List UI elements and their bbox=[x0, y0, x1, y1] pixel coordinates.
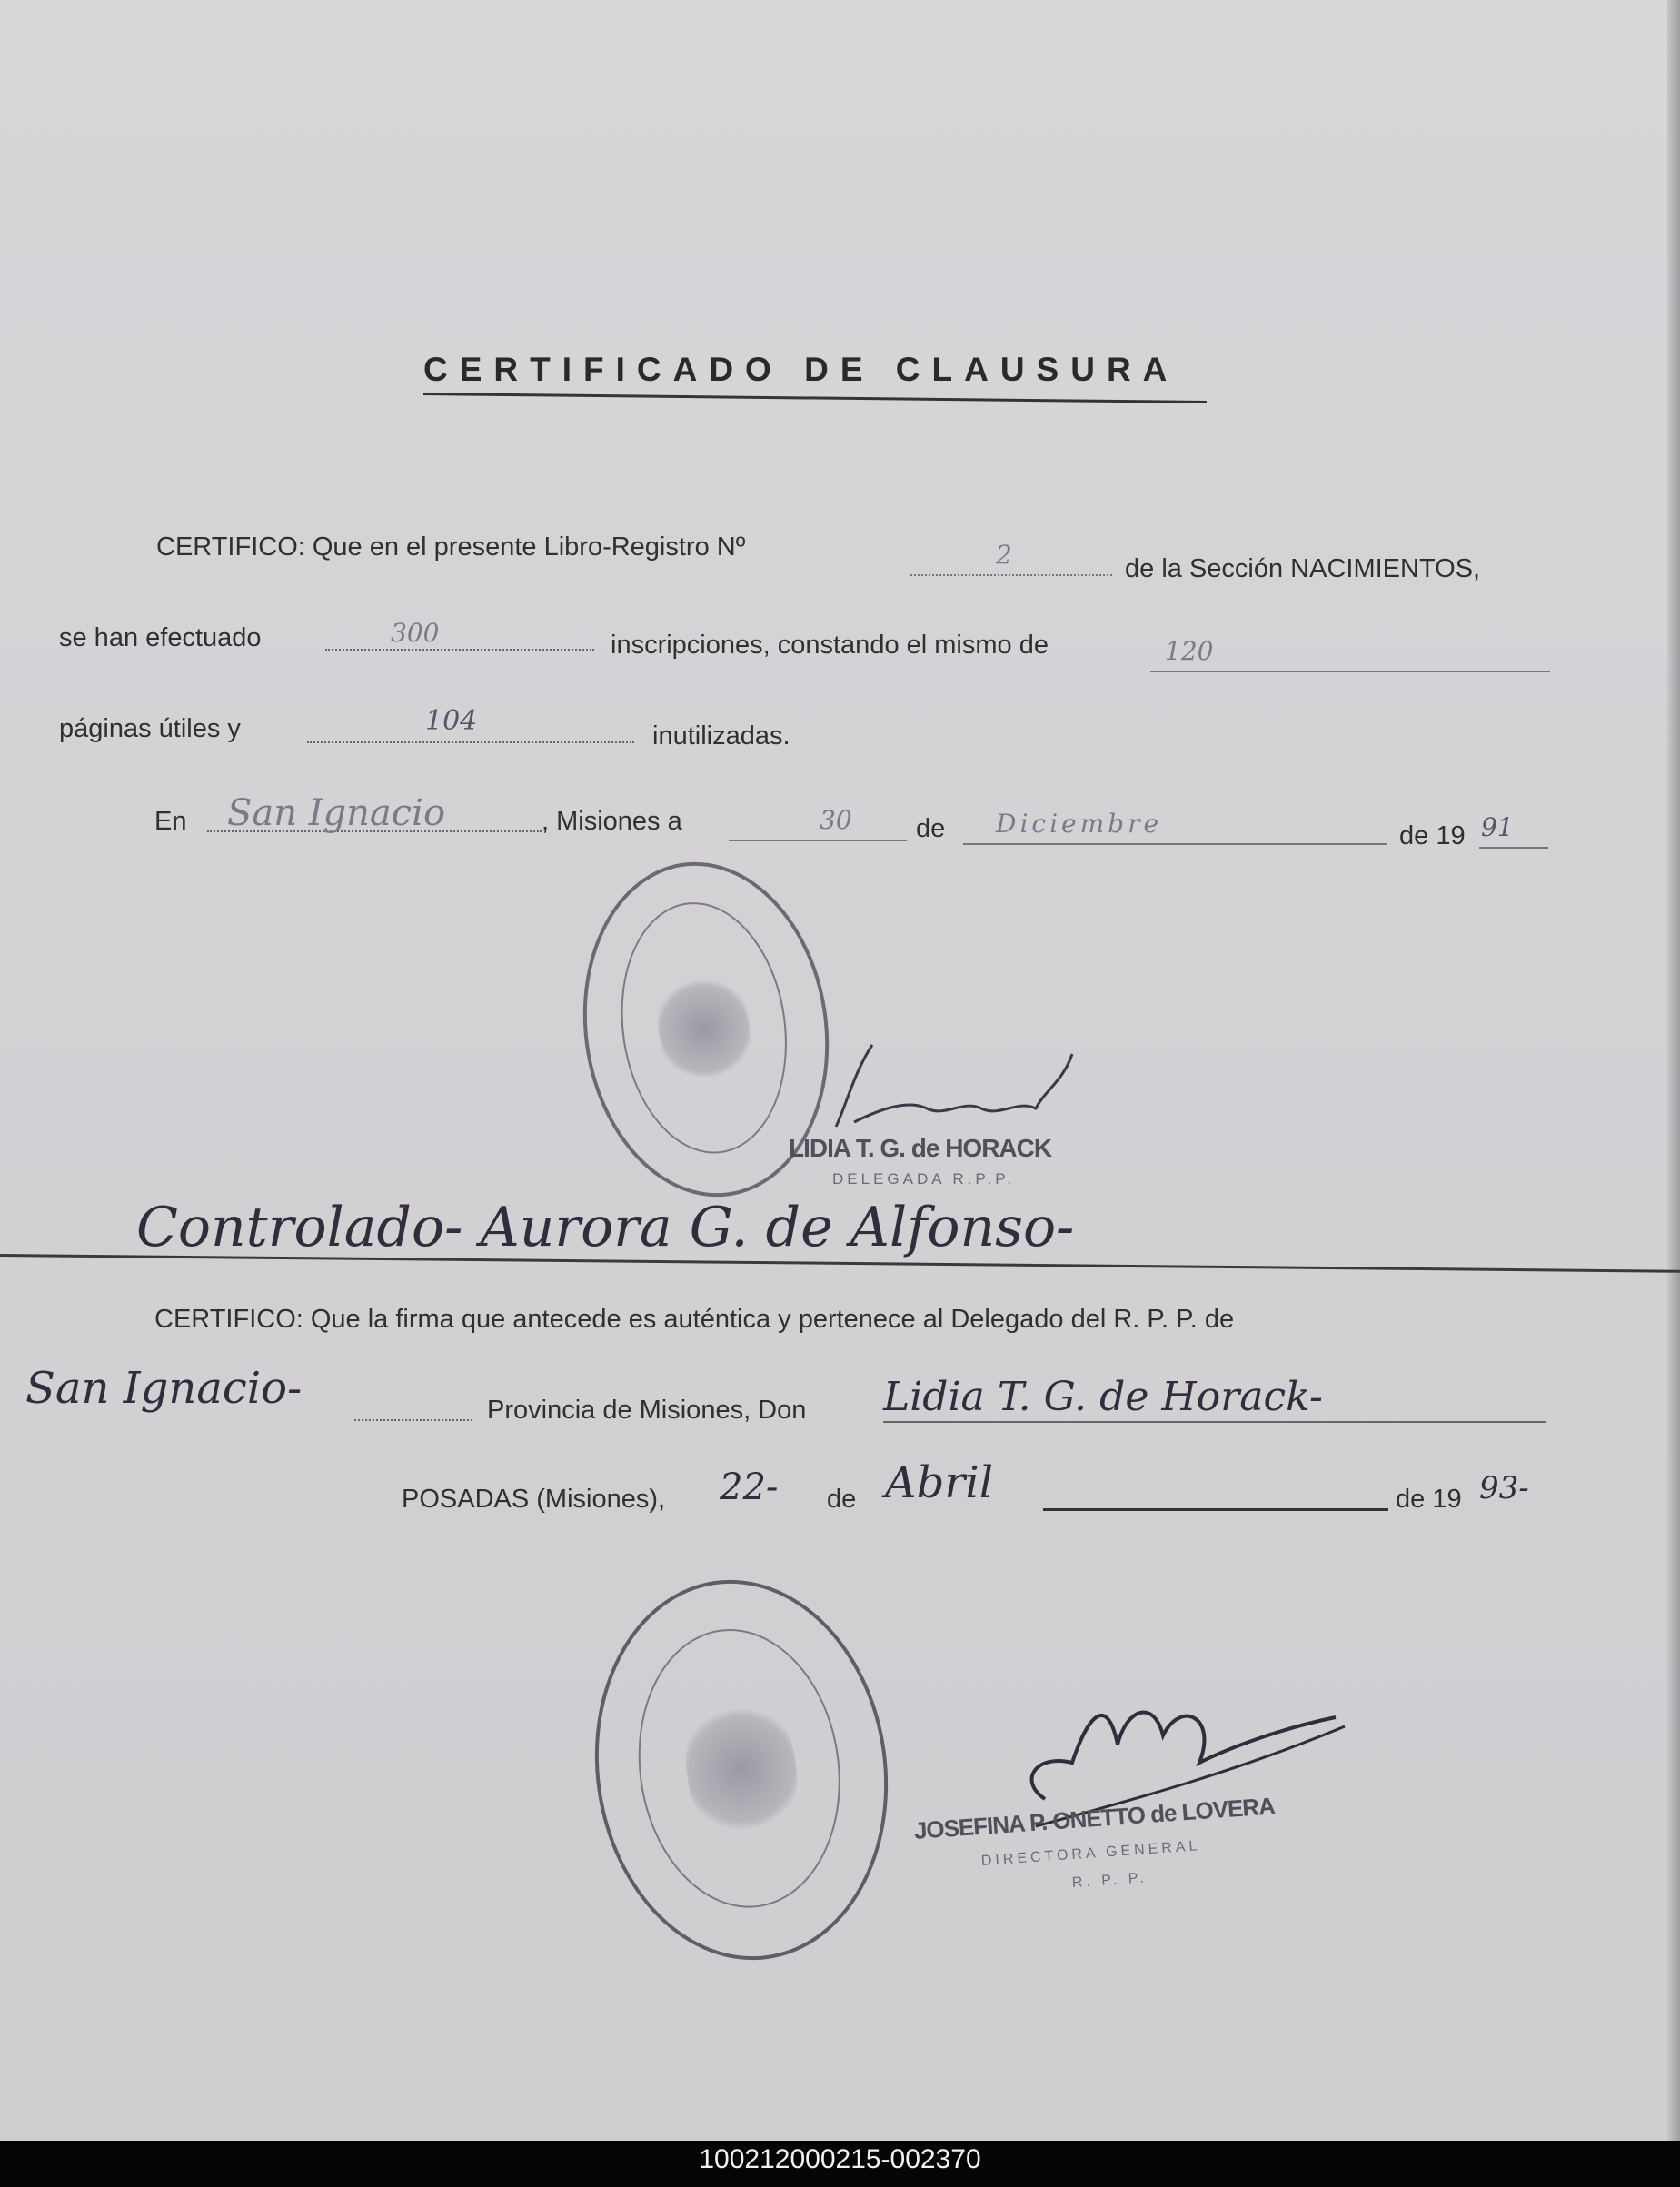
para2-mes-handwritten: Abril bbox=[885, 1457, 994, 1508]
registro-number: 2 bbox=[996, 540, 1012, 570]
official-seal-2 bbox=[571, 1561, 911, 1979]
dia-handwritten: 30 bbox=[820, 805, 852, 835]
para2-line2-mid: Provincia de Misiones, Don bbox=[487, 1396, 807, 1425]
para2-anio-handwritten: 93- bbox=[1479, 1470, 1529, 1506]
para2-posadas: POSADAS (Misiones), bbox=[402, 1485, 666, 1514]
signature-lidia bbox=[818, 1036, 1090, 1145]
para1-line3-suffix: inutilizadas. bbox=[652, 721, 790, 751]
title-underline bbox=[423, 393, 1207, 403]
para1-en: En bbox=[154, 807, 187, 836]
para1-line3-prefix: páginas útiles y bbox=[59, 714, 241, 743]
para2-lugar-handwritten: San Ignacio- bbox=[25, 1363, 303, 1414]
para2-dia-handwritten: 22- bbox=[720, 1466, 779, 1508]
para2-de: de bbox=[827, 1485, 857, 1514]
para2-de-anio: de 19 bbox=[1396, 1485, 1462, 1514]
controlado-handwritten: Controlado- Aurora G. de Alfonso- bbox=[136, 1196, 1075, 1259]
inscripciones-count: 300 bbox=[391, 618, 440, 648]
anio-handwritten: 91 bbox=[1481, 812, 1514, 842]
para2-nombre-blank bbox=[883, 1421, 1546, 1423]
document-title: CERTIFICADO DE CLAUSURA bbox=[423, 351, 1179, 388]
para1-line1-suffix: de la Sección NACIMIENTOS, bbox=[1125, 554, 1481, 583]
stamp1-role: DELEGADA R.P.P. bbox=[832, 1170, 1016, 1188]
para2-line1: CERTIFICO: Que la firma que antecede es auténtica y pertenece al Delegado del R. P. P. de bbox=[154, 1305, 1235, 1334]
para1-line1-prefix: CERTIFICO: Que en el presente Libro-Registro Nº bbox=[156, 532, 746, 562]
paper-edge bbox=[1667, 0, 1680, 2141]
inutilizadas-count: 104 bbox=[425, 705, 478, 737]
inutilizadas-blank bbox=[307, 741, 634, 743]
para1-line2-mid: inscripciones, constando el mismo de bbox=[611, 631, 1049, 660]
stamp2-name: JOSEFINA P. ONETTO de LOVERA bbox=[912, 1792, 1276, 1844]
footer-code: 100212000215-002370 bbox=[699, 2144, 981, 2174]
lugar-handwritten: San Ignacio bbox=[227, 792, 446, 834]
para2-nombre-handwritten: Lidia T. G. de Horack- bbox=[883, 1374, 1323, 1420]
registro-blank bbox=[910, 574, 1112, 576]
anio-blank bbox=[1479, 847, 1548, 849]
para2-lugar-blank bbox=[354, 1419, 472, 1421]
stamp2-role: DIRECTORA GENERAL bbox=[980, 1838, 1201, 1869]
para1-de-anio: de 19 bbox=[1399, 821, 1466, 850]
para2-mes-blank bbox=[1043, 1508, 1388, 1511]
stamp1-name: LIDIA T. G. de HORACK bbox=[789, 1134, 1052, 1162]
mes-handwritten: Diciembre bbox=[996, 809, 1163, 839]
inscripciones-blank bbox=[325, 649, 594, 651]
para1-de: de bbox=[916, 814, 946, 843]
mes-blank bbox=[963, 843, 1387, 845]
paginas-count: 120 bbox=[1165, 636, 1214, 666]
stamp2-org: R. P. P. bbox=[1071, 1870, 1148, 1891]
paginas-blank bbox=[1150, 671, 1550, 672]
para1-line2-prefix: se han efectuado bbox=[59, 623, 262, 652]
para1-misiones: , Misiones a bbox=[542, 807, 682, 836]
dia-blank bbox=[729, 840, 907, 841]
